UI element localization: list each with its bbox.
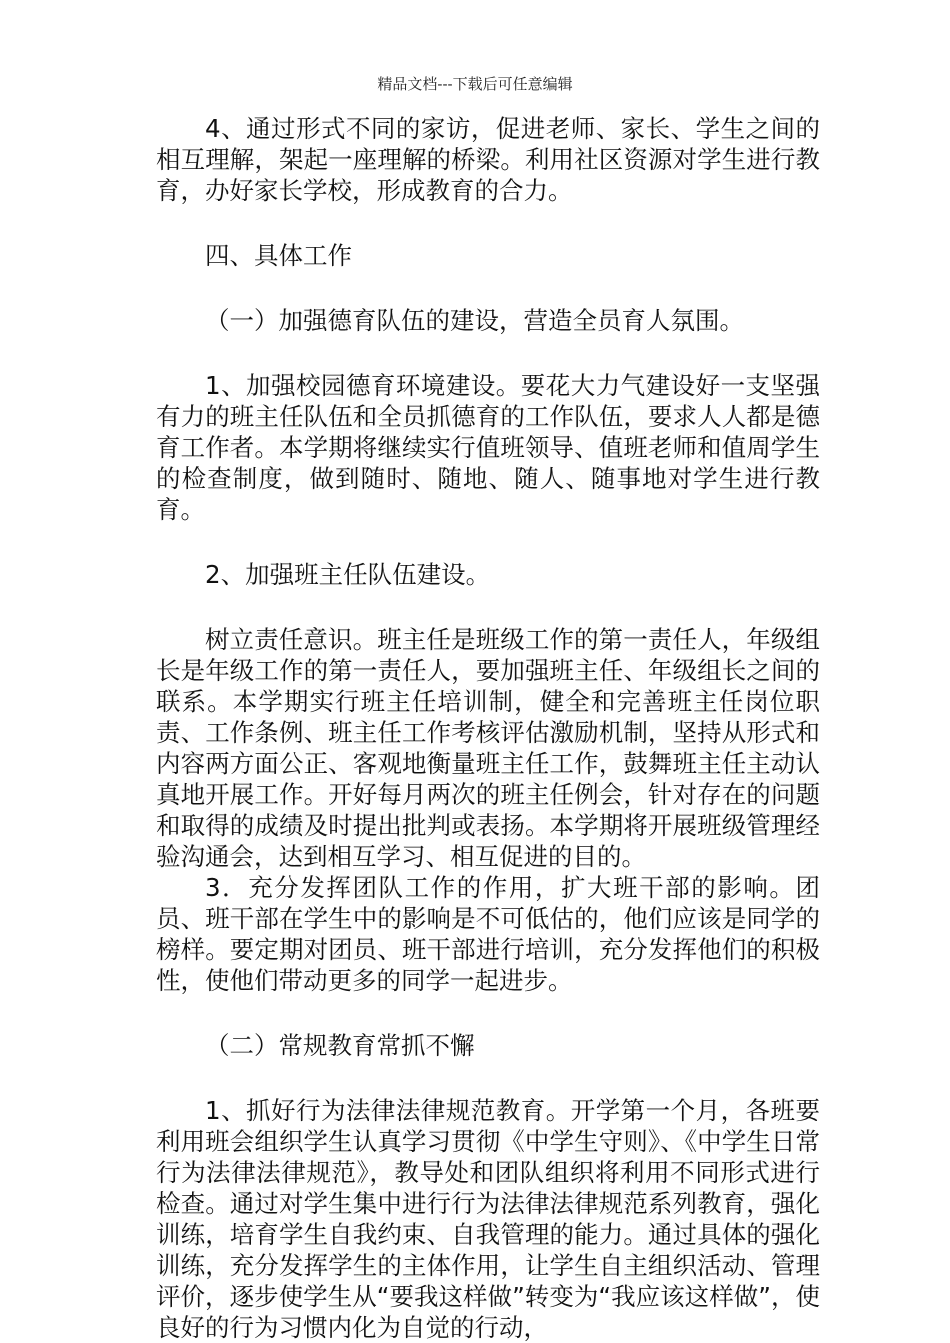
document-body — [156, 113, 820, 1343]
paragraph-campus-environment: 1、加强校园德育环境建设。要花大力气建设好一支坚强有力的班主任队伍和全员抓德育的工作队伍，要求人人都是德育工作者。本学期将继续实行值班领导、值班老师和值周学生的检查制度，做到随时、随地、随人、随事地对学生进行教育。 — [156, 371, 820, 524]
paragraph-class-teacher-heading: 2、加强班主任队伍建设。 — [205, 560, 491, 589]
subsection-heading-moral-team: （一）加强德育队伍的建设，营造全员育人氛围。 — [205, 306, 744, 335]
paragraph-responsibility: 树立责任意识。班主任是班级工作的第一责任人，年级组长是年级工作的第一责任人，要加强班主任、年级组长之间的联系。本学期实行班主任培训制，健全和完善班主任岗位职责、工作条例、班主任工作考核评估激励机制，坚持从形式和内容两方面公正、客观地衡量班主任工作，鼓舞班主任主动认真地开展工作。开好每月两次的班主任例会，针对存在的问题和取得的成绩及时提出批判或表扬。本学期将开展班级管理经验沟通会，达到相互学习、相互促进的目的。 — [156, 625, 820, 871]
paragraph-team-work: 3．充分发挥团队工作的作用，扩大班干部的影响。团员、班干部在学生中的影响是不可低估的，他们应该是同学的榜样。要定期对团员、班干部进行培训，充分发挥他们的积极性，使他们带动更多的同学一起进步。 — [156, 873, 820, 995]
paragraph-behavior-norms: 1、抓好行为法律法律规范教育。开学第一个月，各班要利用班会组织学生认真学习贯彻《中学生守则》、《中学生日常行为法律法律规范》，教导处和团队组织将利用不同形式进行检查。通过对学生集中进行行为法律法律规范系列教育，强化训练，培育学生自我约束、自我管理的能力。通过具体的强化训练，充分发挥学生的主体作用，让学生自主组织活动、管理评价，逐步使学生从“要我这样做”转变为“我应该这样做”，使良好的行为习惯内化为自觉的行动， — [156, 1096, 820, 1342]
paragraph-home-visits: 4、通过形式不同的家访，促进老师、家长、学生之间的相互理解，架起一座理解的桥梁。利用社区资源对学生进行教育，办好家长学校，形成教育的合力。 — [156, 114, 820, 205]
subsection-heading-routine-education: （二）常规教育常抓不懈 — [205, 1031, 475, 1060]
page-header: 精品文档---下载后可任意编辑 — [377, 75, 573, 93]
section-heading-specific-work: 四、具体工作 — [205, 241, 352, 270]
